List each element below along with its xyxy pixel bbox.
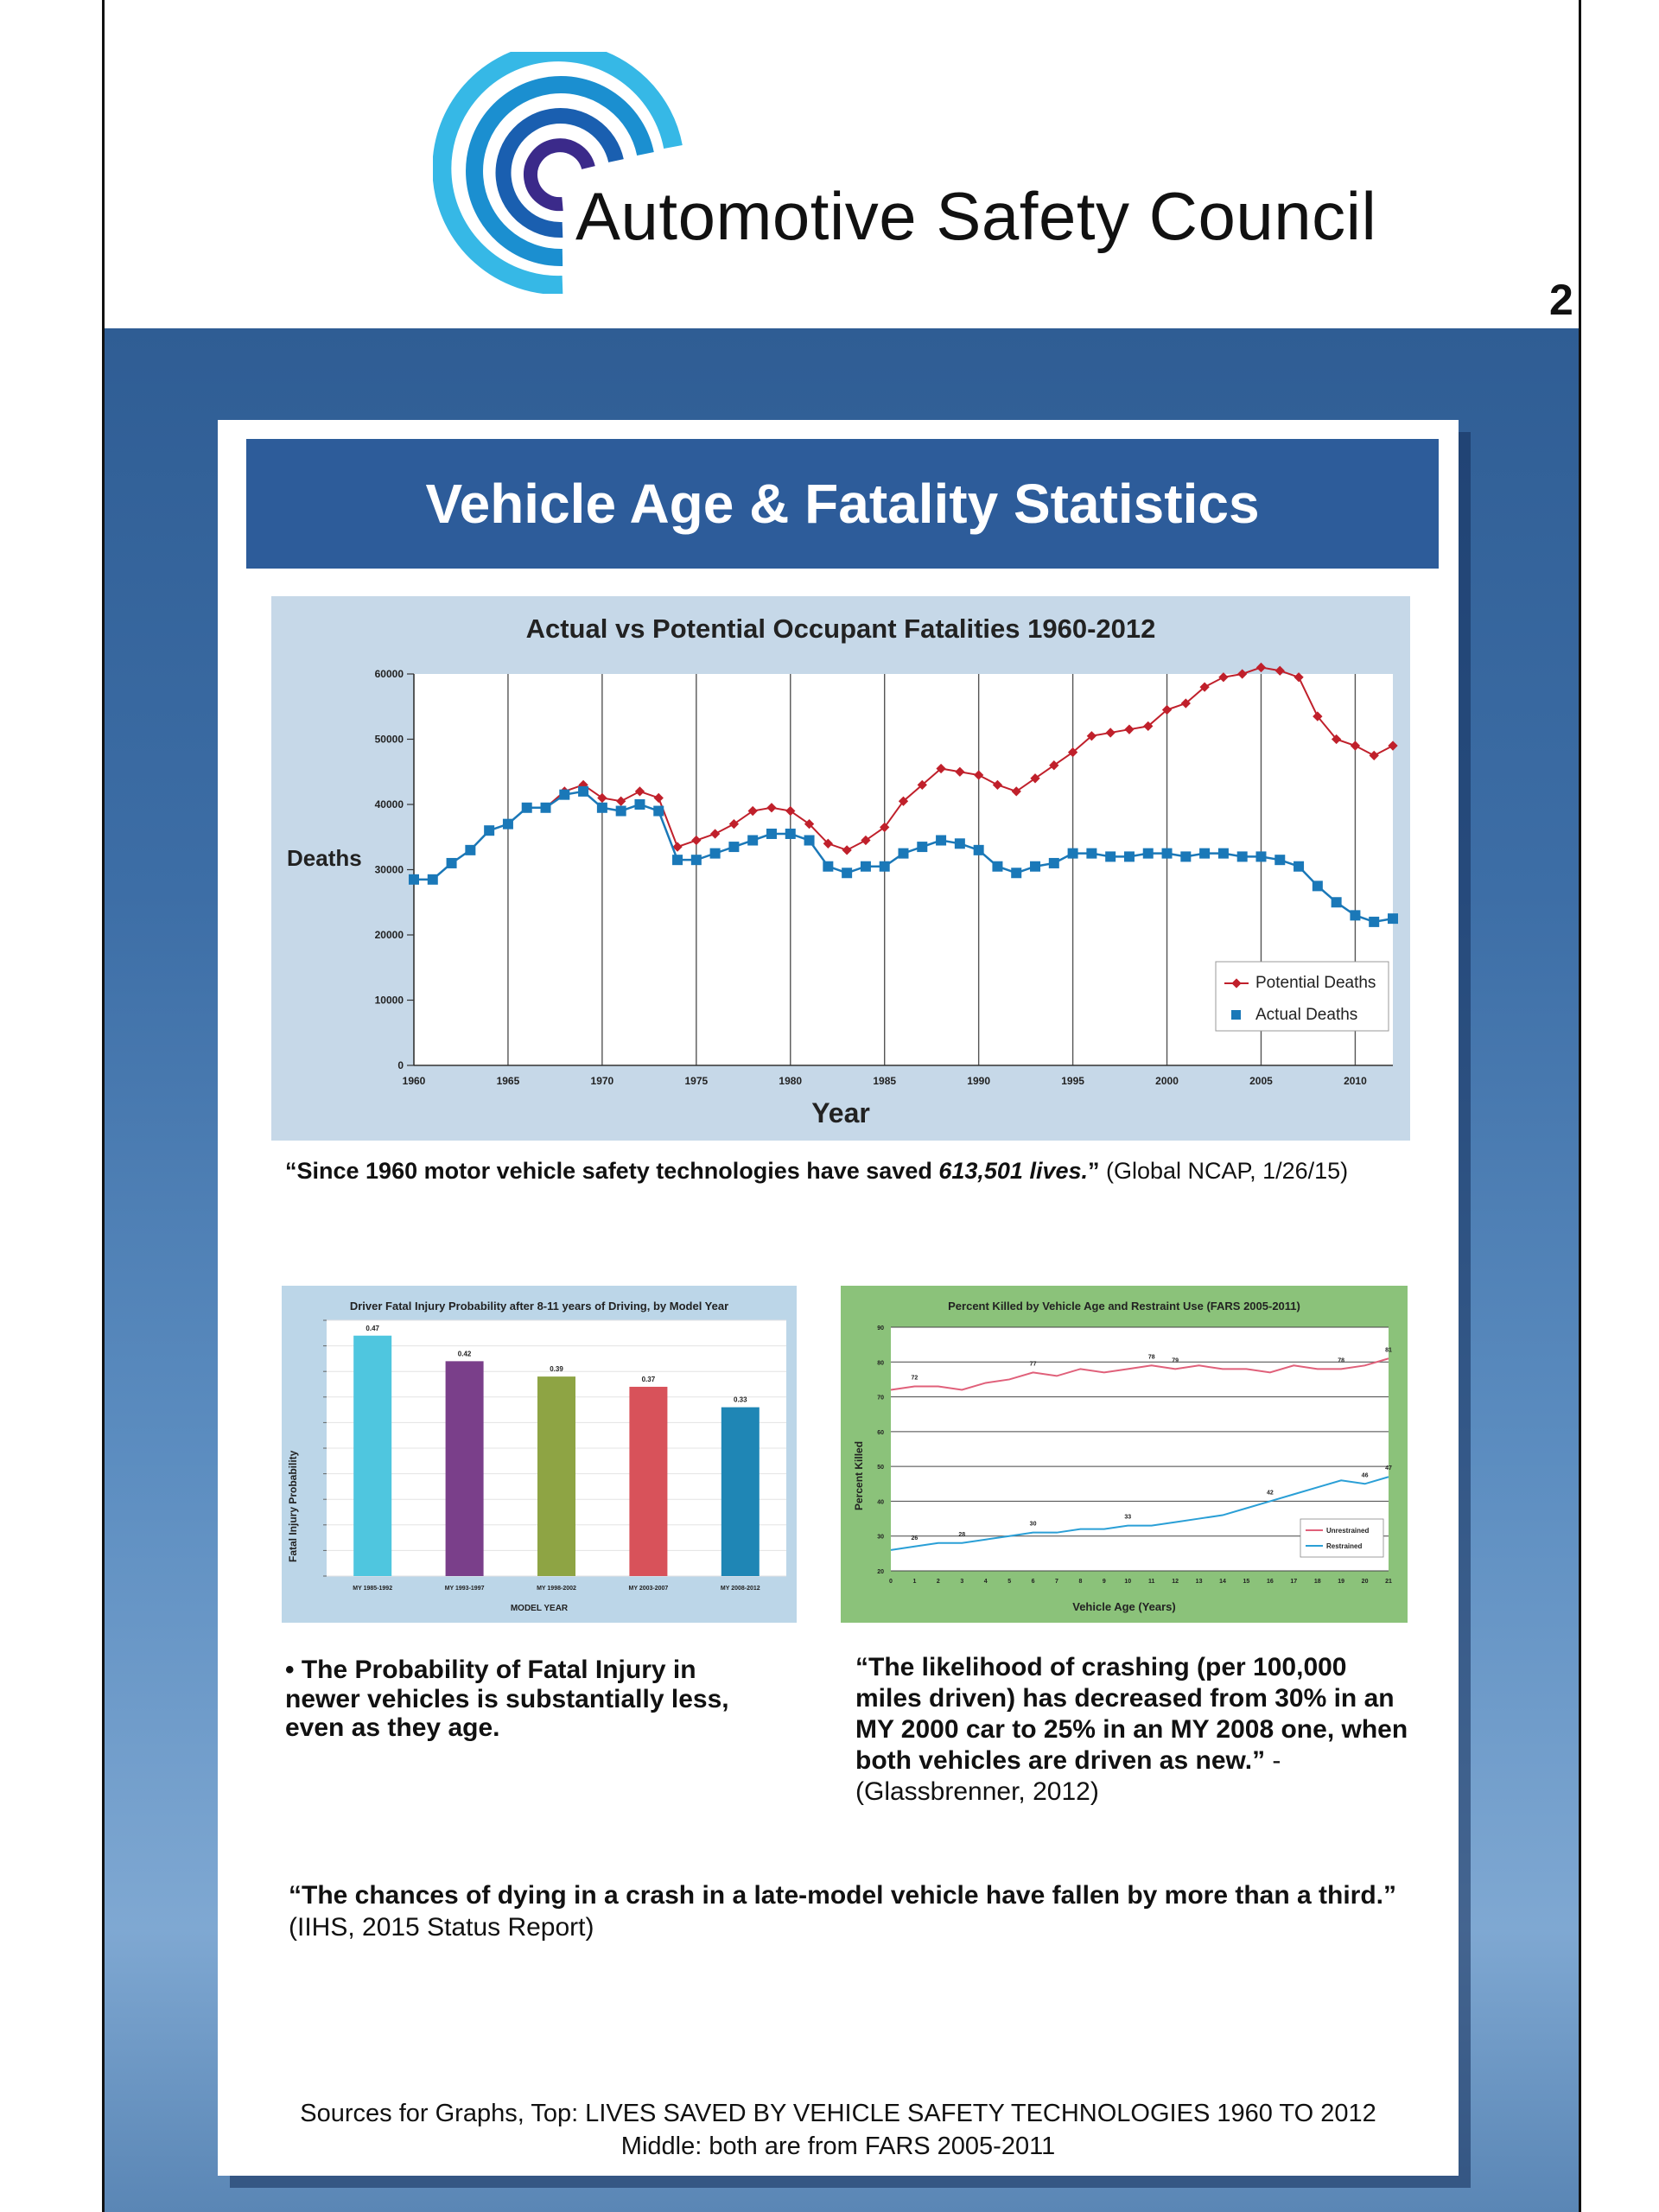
actual-point (1255, 851, 1266, 861)
percent-killed-chart-title: Percent Killed by Vehicle Age and Restraint Use (FARS 2005-2011) (948, 1300, 1300, 1313)
x-tick-label: 1965 (496, 1075, 520, 1087)
actual-point (1086, 849, 1096, 859)
actual-point (955, 838, 965, 849)
y-tick-label: 20 (877, 1569, 884, 1575)
x-tick-label: 15 (1243, 1579, 1250, 1585)
data-label: 26 (911, 1535, 918, 1541)
x-tick-label: 1960 (402, 1075, 426, 1087)
fatalities-chart-title: Actual vs Potential Occupant Fatalities 1960-2012 (525, 613, 1156, 644)
actual-point (842, 868, 852, 878)
actual-point (1237, 851, 1248, 861)
quote-dying-chances-source: (IIHS, 2015 Status Report) (289, 1912, 594, 1942)
actual-point (1030, 861, 1040, 872)
actual-point (653, 806, 664, 817)
potential-point (1256, 663, 1266, 672)
actual-point (597, 803, 607, 813)
actual-point (747, 836, 758, 846)
x-tick-label: 14 (1219, 1579, 1226, 1585)
bar-value-label: 0.33 (734, 1395, 747, 1404)
sources-note (218, 2098, 1459, 2163)
actual-point (522, 803, 532, 813)
actual-point (616, 806, 626, 817)
bar (629, 1387, 667, 1576)
data-label: 78 (1338, 1357, 1345, 1364)
y-tick-label: 60000 (374, 668, 404, 680)
data-label: 47 (1385, 1465, 1392, 1472)
actual-point (936, 836, 946, 846)
quote-dying-chances-text: “The chances of dying in a crash in a late-model vehicle have fallen by more than a third.” (289, 1881, 1397, 1910)
y-tick-label: 0 (397, 1059, 404, 1071)
fatalities-chart-xlabel: Year (811, 1097, 870, 1128)
page-border-right (1579, 0, 1581, 2212)
council-logo (433, 52, 692, 294)
bar-value-label: 0.47 (365, 1324, 379, 1332)
x-tick-label: 4 (983, 1579, 988, 1585)
actual-point (917, 842, 927, 852)
legend-box (1300, 1519, 1383, 1557)
actual-point (766, 829, 777, 839)
percent-killed-chart-xlabel: Vehicle Age (Years) (1072, 1600, 1176, 1613)
x-tick-label: 5 (1007, 1579, 1012, 1585)
bullet-fatal-injury (285, 1656, 769, 1743)
data-label: 77 (1029, 1361, 1037, 1368)
x-tick-label: 17 (1290, 1579, 1298, 1585)
actual-point (1350, 910, 1360, 920)
actual-point (1011, 868, 1021, 878)
y-tick-label: 50 (877, 1465, 884, 1471)
actual-point (1124, 851, 1135, 861)
x-tick-label: 2005 (1249, 1075, 1273, 1087)
x-tick-label: 10 (1124, 1579, 1132, 1585)
data-label: 33 (1124, 1514, 1132, 1521)
data-label: 81 (1385, 1347, 1392, 1354)
fatal-injury-chart-xlabel: MODEL YEAR (510, 1604, 569, 1613)
actual-point (728, 842, 739, 852)
bar (537, 1376, 575, 1576)
actual-point (1068, 849, 1078, 859)
bar-value-label: 0.42 (457, 1350, 472, 1358)
actual-point (974, 845, 984, 855)
x-tick-label: MY 2008-2012 (720, 1586, 760, 1592)
quote-crash-likelihood-source: - (Glassbrenner, 2012) (855, 1746, 1281, 1806)
actual-point (1199, 849, 1210, 859)
quote-lives-saved-text: “Since 1960 motor vehicle safety technologies have saved (285, 1158, 939, 1184)
y-tick-label: 80 (877, 1360, 884, 1367)
actual-point (409, 874, 419, 885)
x-tick-label: 0 (889, 1579, 893, 1585)
brand-name: Automotive Safety Council (575, 178, 1377, 254)
quote-lives-saved-source: (Global NCAP, 1/26/15) (1099, 1158, 1349, 1184)
x-tick-label: 7 (1055, 1579, 1058, 1585)
legend-restrained-label: Restrained (1326, 1542, 1363, 1550)
actual-point (672, 855, 683, 865)
actual-point (804, 836, 815, 846)
data-label: 79 (1172, 1357, 1179, 1364)
actual-point (578, 786, 588, 797)
x-tick-label: 12 (1172, 1579, 1179, 1585)
x-tick-label: 9 (1102, 1579, 1106, 1585)
quote-lives-saved (285, 1158, 1408, 1185)
bullet-marker: • (285, 1656, 295, 1684)
y-tick-label: 30000 (374, 863, 404, 876)
y-tick-label: 40000 (374, 798, 404, 810)
quote-lives-saved-emphasis: 613,501 lives. (938, 1158, 1088, 1184)
quote-lives-saved-close: ” (1088, 1158, 1100, 1184)
y-tick-label: 60 (877, 1429, 884, 1436)
x-tick-label: 2 (936, 1579, 940, 1585)
actual-point (1369, 917, 1379, 927)
fatal-injury-chart-plot (282, 1286, 797, 1623)
x-tick-label: 1980 (779, 1075, 803, 1087)
percent-killed-chart-plot (841, 1286, 1408, 1623)
x-tick-label: 1 (912, 1579, 917, 1585)
y-tick-label: 10000 (374, 994, 404, 1007)
actual-point (1180, 851, 1191, 861)
quote-crash-likelihood-text: “The likelihood of crashing (per 100,000 miles driven) has decreased from 30% in an MY 2000 car to 25% in an MY 2008 one, when both vehicles are driven as new.” (855, 1653, 1408, 1775)
fatalities-chart (271, 596, 1410, 1141)
actual-point (559, 790, 569, 800)
x-tick-label: MY 1998-2002 (537, 1586, 576, 1592)
quote-crash-likelihood (855, 1652, 1408, 1808)
bar (353, 1336, 391, 1576)
fatalities-chart-ylabel: Deaths (287, 845, 362, 871)
x-tick-label: MY 1993-1997 (444, 1586, 485, 1592)
actual-point (1388, 913, 1398, 924)
bar-value-label: 0.39 (550, 1365, 563, 1374)
actual-point (484, 825, 494, 836)
data-label: 28 (958, 1531, 966, 1538)
actual-point (1143, 849, 1154, 859)
actual-point (1294, 861, 1304, 872)
x-tick-label: 1985 (873, 1075, 897, 1087)
y-tick-label: 30 (877, 1534, 884, 1541)
page-number: 2 (1549, 276, 1573, 324)
actual-point (1105, 851, 1116, 861)
header (105, 0, 1579, 328)
percent-killed-chart (841, 1286, 1408, 1623)
x-tick-label: 1990 (967, 1075, 991, 1087)
actual-point (785, 829, 796, 839)
actual-point (880, 861, 890, 872)
actual-point (823, 861, 833, 872)
legend-potential-label: Potential Deaths (1255, 974, 1376, 992)
data-label: 30 (1029, 1521, 1037, 1528)
x-tick-label: MY 2003-2007 (628, 1586, 669, 1592)
fatal-injury-chart-title: Driver Fatal Injury Probability after 8-11 years of Driving, by Model Year (349, 1300, 729, 1313)
x-tick-label: MY 1985-1992 (353, 1586, 393, 1592)
data-label: 46 (1361, 1472, 1369, 1479)
actual-point (503, 819, 513, 830)
data-label: 42 (1266, 1490, 1274, 1497)
legend-unrestrained-label: Unrestrained (1326, 1527, 1370, 1535)
x-tick-label: 13 (1195, 1579, 1203, 1585)
x-tick-label: 1995 (1061, 1075, 1084, 1087)
legend-actual-label: Actual Deaths (1255, 1006, 1358, 1024)
actual-point (465, 845, 475, 855)
actual-point (691, 855, 702, 865)
bullet-fatal-injury-text: The Probability of Fatal Injury in newer vehicles is substantially less, even as they age. (285, 1656, 729, 1743)
content-card (218, 420, 1459, 2176)
sources-line-1: Sources for Graphs, Top: LIVES SAVED BY VEHICLE SAFETY TECHNOLOGIES 1960 TO 2012 (300, 2100, 1376, 2127)
x-tick-label: 16 (1266, 1579, 1274, 1585)
actual-point (710, 849, 721, 859)
actual-point (634, 799, 645, 810)
y-tick-label: 70 (877, 1395, 884, 1402)
actual-point (1313, 880, 1323, 891)
bar (721, 1408, 760, 1576)
percent-killed-chart-ylabel: Percent Killed (853, 1440, 865, 1510)
x-tick-label: 3 (960, 1579, 964, 1585)
y-tick-label: 50000 (374, 733, 404, 746)
fatalities-chart-plot (271, 596, 1410, 1141)
actual-point (1049, 858, 1059, 868)
actual-point (992, 861, 1002, 872)
data-label: 72 (911, 1375, 918, 1382)
page-title: Vehicle Age & Fatality Statistics (425, 473, 1260, 535)
actual-point (447, 858, 457, 868)
bar-value-label: 0.37 (641, 1375, 656, 1383)
x-tick-label: 2010 (1344, 1075, 1367, 1087)
actual-point (541, 803, 551, 813)
x-tick-label: 18 (1313, 1579, 1321, 1585)
x-tick-label: 19 (1338, 1579, 1345, 1585)
data-label: 78 (1147, 1354, 1155, 1361)
actual-point (1162, 849, 1173, 859)
actual-point (1218, 849, 1229, 859)
actual-point (861, 861, 871, 872)
bar (446, 1361, 484, 1576)
y-tick-label: 20000 (374, 929, 404, 941)
x-tick-label: 11 (1148, 1579, 1155, 1585)
title-banner (246, 439, 1439, 569)
x-tick-label: 20 (1361, 1579, 1369, 1585)
actual-point (428, 874, 438, 885)
legend-actual-marker (1231, 1010, 1241, 1020)
actual-point (1332, 897, 1342, 907)
sources-line-2: Middle: both are from FARS 2005-2011 (620, 2132, 1056, 2160)
fatal-injury-chart (282, 1286, 797, 1623)
x-tick-label: 21 (1385, 1579, 1392, 1585)
actual-point (1274, 855, 1285, 865)
actual-point (899, 849, 909, 859)
x-tick-label: 1975 (684, 1075, 709, 1087)
fatal-injury-chart-ylabel: Fatal Injury Probability (287, 1450, 299, 1562)
y-tick-label: 90 (877, 1325, 884, 1332)
y-tick-label: 40 (877, 1499, 884, 1506)
x-tick-label: 6 (1031, 1579, 1035, 1585)
x-tick-label: 8 (1078, 1579, 1083, 1585)
x-tick-label: 1970 (590, 1075, 614, 1087)
quote-dying-chances (289, 1880, 1412, 1943)
x-tick-label: 2000 (1155, 1075, 1179, 1087)
